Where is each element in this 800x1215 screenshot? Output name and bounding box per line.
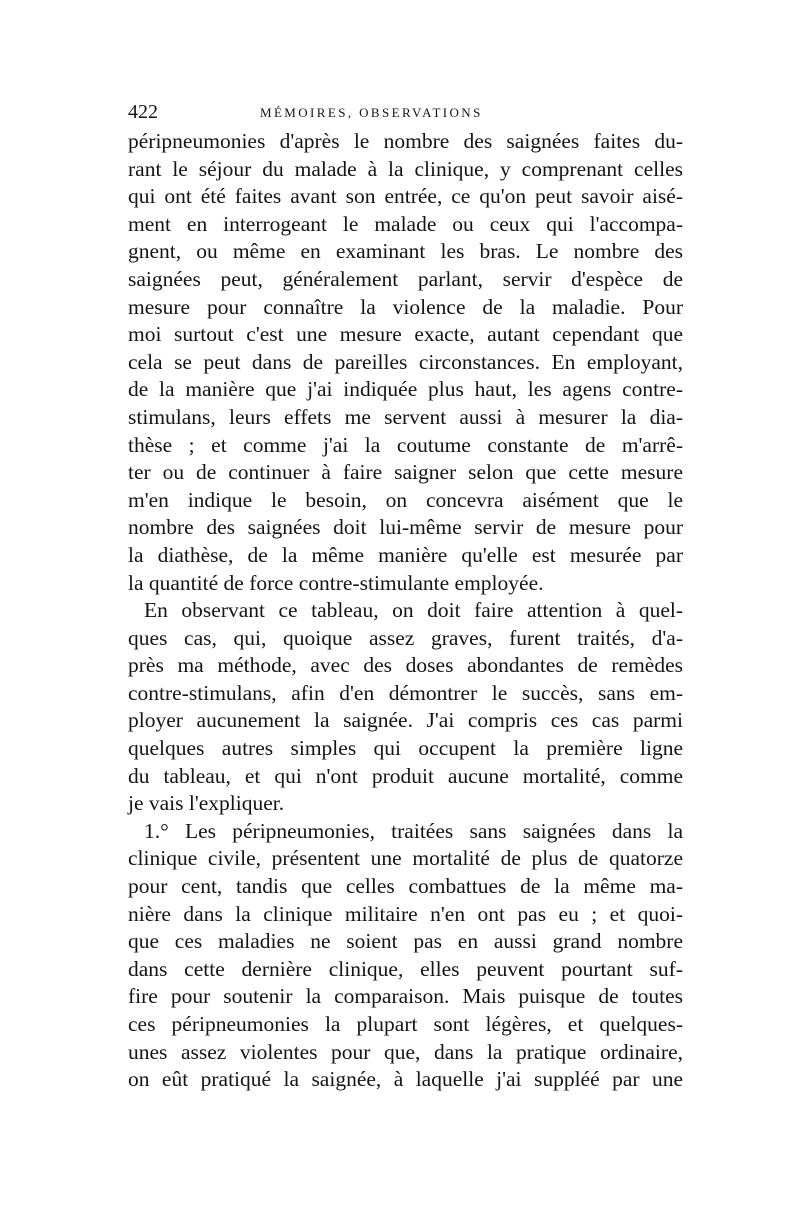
text-line: contre-stimulans, afin d'en démontrer le succès, sans em- [128,680,683,705]
body-text [128,128,683,1094]
text-line: qui ont été faites avant son entrée, ce qu'on peut savoir aisé- [128,184,683,209]
text-line: ployer aucunement la saignée. J'ai compris ces cas parmi [128,708,683,733]
text-line: ces péripneumonies la plupart sont légères, et quelques- [128,1012,683,1036]
page-number: 422 [128,101,158,123]
text-line: nière dans la clinique militaire n'en ont pas eu ; et quoi- [128,901,683,926]
text-line: stimulans, leurs effets me servent aussi à mesurer la dia- [128,404,683,429]
text-line: nombre des saignées doit lui-même servir de mesure pour [128,515,683,540]
text-line: fire pour soutenir la comparaison. Mais puisque de toutes [128,984,683,1009]
text-line: quelques autres simples qui occupent la première ligne [128,736,683,761]
text-line: thèse ; et comme j'ai la coutume constante de m'arrê- [128,432,683,457]
running-head [128,100,683,124]
text-line: ques cas, qui, quoique assez graves, furent traités, d'a- [128,625,683,650]
text-line: pour cent, tandis que celles combattues de la même ma- [128,874,683,899]
text-line: la diathèse, de la même manière qu'elle est mesurée par [128,542,683,567]
text-line: péripneumonies d'après le nombre des saignées faites du- [128,129,683,153]
text-line: de la manière que j'ai indiquée plus haut, les agens contre- [128,377,683,402]
text-line: moi surtout c'est une mesure exacte, autant cependant que [128,322,683,347]
text-line: du tableau, et qui n'ont produit aucune mortalité, comme [128,763,683,788]
text-line: unes assez violentes pour que, dans la pratique ordinaire, [128,1039,683,1064]
text-line: gnent, ou même en examinant les bras. Le nombre des [128,239,683,264]
text-line: 1.° Les péripneumonies, traitées sans saignées dans la [144,818,683,843]
text-line: m'en indique le besoin, on concevra aisément que le [128,487,683,512]
text-line: cela se peut dans de pareilles circonstances. En employant, [128,349,683,374]
text-line: En observant ce tableau, on doit faire attention à quel- [144,598,683,623]
text-line: on eût pratiqué la saignée, à laquelle j'ai suppléé par une [128,1067,683,1092]
text-line: mesure pour connaître la violence de la maladie. Pour [128,294,683,319]
text-line: la quantité de force contre-stimulante employée. [128,570,544,595]
text-line: près ma méthode, avec des doses abondantes de remèdes [128,653,683,678]
running-title: MÉMOIRES, OBSERVATIONS [260,105,483,120]
text-line: dans cette dernière clinique, elles peuvent pourtant suf- [128,956,683,981]
text-line: ment en interrogeant le malade ou ceux qui l'accompa- [128,211,683,236]
text-line: rant le séjour du malade à la clinique, y comprenant celles [128,156,683,181]
text-line: clinique civile, présentent une mortalité de plus de quatorze [128,846,683,871]
text-line: je vais l'expliquer. [128,791,285,816]
text-line: ter ou de continuer à faire saigner selon que cette mesure [128,460,683,485]
text-line: que ces maladies ne soient pas en aussi grand nombre [128,929,683,954]
text-line: saignées peut, généralement parlant, servir d'espèce de [128,266,683,291]
